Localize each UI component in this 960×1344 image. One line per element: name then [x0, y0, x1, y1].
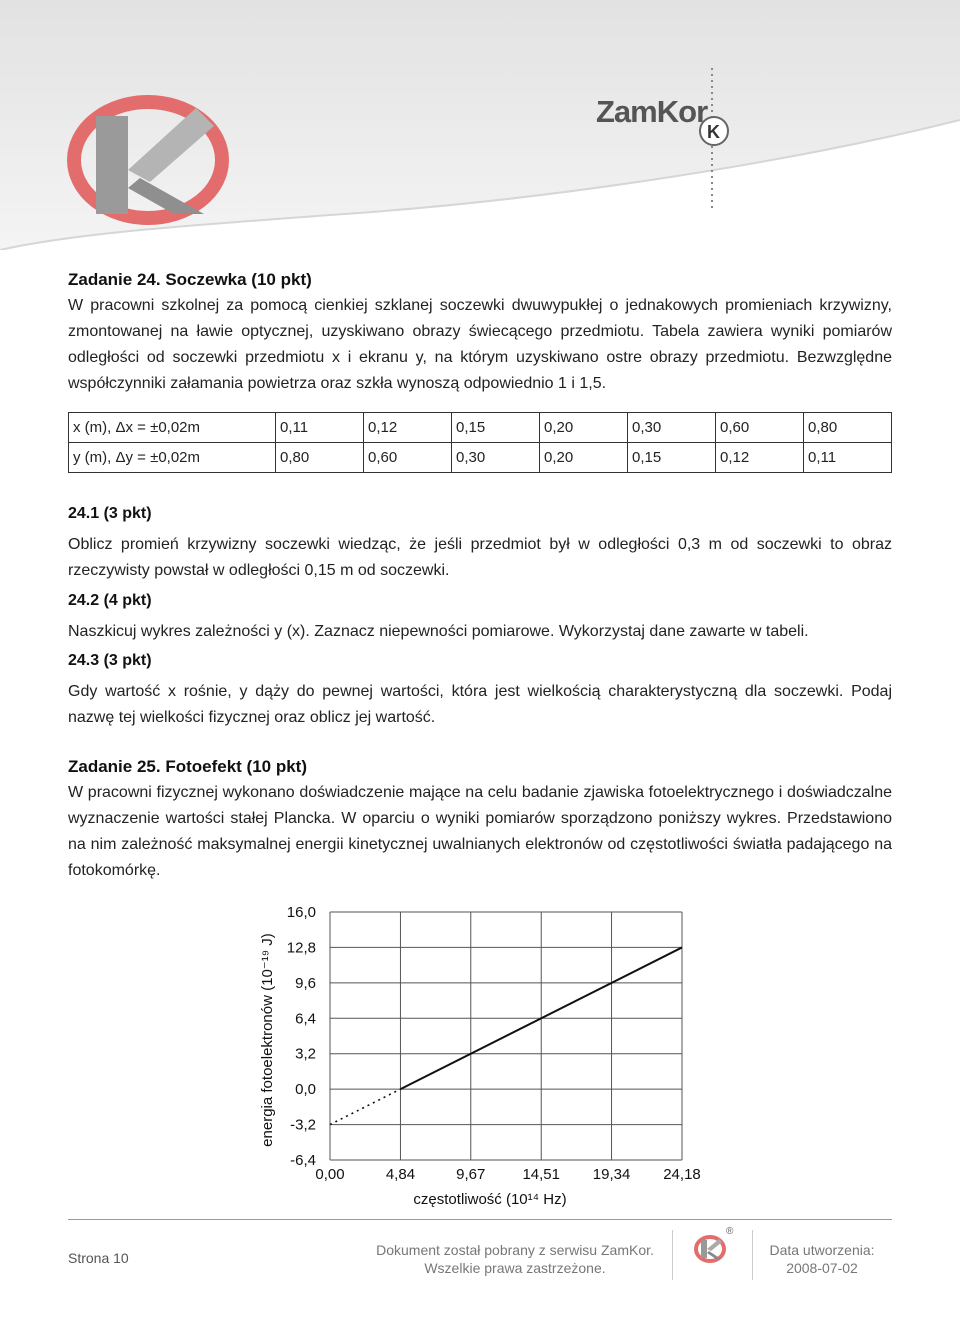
- table-cell: 0,15: [452, 413, 540, 443]
- x-tick-label: 4,84: [385, 1166, 416, 1183]
- table-cell: 0,11: [804, 443, 892, 473]
- y-tick-label: -3,2: [290, 1116, 316, 1134]
- table-cell: 0,80: [804, 413, 892, 443]
- q24-3-title: 24.3 (3 pkt): [68, 652, 152, 669]
- brand-wordmark: ZamKor: [596, 94, 708, 129]
- table-cell: 0,30: [628, 413, 716, 443]
- footer-separator-left: [672, 1230, 673, 1280]
- table-cell: 0,12: [716, 443, 804, 473]
- footer-divider: [68, 1219, 892, 1220]
- task25-intro: W pracowni fizycznej wykonano doświadczenie mające na celu badanie zjawiska fotoelektrycznego i doświadczalne wyznaczenie wartości stałej Plancka. W oparciu o wyniki pomiarów sporządzono poniższy wykres. Przedstawiono na nim zależność maksymalnej energii kinetycznej uwalnianych elektronów od częstotliwości światła padającego na fotokomórkę.: [68, 784, 892, 879]
- y-tick-label: 9,6: [295, 974, 316, 992]
- task25-title: Zadanie 25. Fotoefekt (10 pkt): [68, 757, 307, 776]
- table-row-y: [69, 443, 892, 473]
- series-line-extrapolation: [330, 1089, 400, 1124]
- y-tick-label: 6,4: [295, 1010, 316, 1028]
- x-tick-label: 0,00: [315, 1166, 345, 1183]
- chart-series: [330, 947, 682, 1124]
- q24-3-text: Gdy wartość x rośnie, y dąży do pewnej wartości, która jest wielkością charakterystyczną dla soczewki. Podaj nazwę tej wielkości fizycznej oraz oblicz jej wartość.: [68, 683, 892, 726]
- task24-title: Zadanie 24. Soczewka (10 pkt): [68, 270, 312, 289]
- table-row-x: [69, 413, 892, 443]
- chart-x-ticks: [315, 1166, 700, 1183]
- footer-notice-line1: Dokument został pobrany z serwisu ZamKor.: [376, 1242, 654, 1258]
- footer-notice-line2: Wszelkie prawa zastrzeżone.: [424, 1260, 606, 1276]
- y-tick-label: 12,8: [286, 939, 316, 957]
- table-cell: 0,12: [364, 413, 452, 443]
- y-tick-label: 3,2: [295, 1045, 316, 1063]
- chart-ylabel: energia fotoelektronów (10⁻¹⁹ J): [259, 933, 276, 1147]
- task24-intro: W pracowni szkolnej za pomocą cienkiej szklanej soczewki dwuwypukłej o jednakowych promieniach krzywizny, zmontowanej na ławie optycznej, uzyskiwano obrazy świecącego przedmiotu. Tabela zawiera wyniki pomiarów odległości od soczewki przedmiotu x i ekranu y, na którym uzyskiwano ostre obrazy przedmiotu. Bezwzględne współczynniki załamania powietrza oraz szkła wynoszą odpowiednio 1 i 1,5.: [68, 297, 892, 392]
- table-label-x: x (m), Δx = ±0,02m: [69, 413, 276, 443]
- svg-text:K: K: [707, 122, 720, 142]
- footer-date-value: 2008-07-02: [786, 1260, 858, 1276]
- x-tick-label: 9,67: [456, 1166, 486, 1183]
- table-cell: 0,11: [276, 413, 364, 443]
- footer-date-label: Data utworzenia:: [769, 1242, 875, 1258]
- table-cell: 0,20: [540, 413, 628, 443]
- table-cell: 0,15: [628, 443, 716, 473]
- y-tick-label: 16,0: [286, 904, 316, 921]
- q24-1-title: 24.1 (3 pkt): [68, 505, 152, 522]
- chart-xlabel: częstotliwość (10¹⁴ Hz): [413, 1191, 567, 1208]
- y-tick-label: -6,4: [290, 1152, 316, 1169]
- table-cell: 0,80: [276, 443, 364, 473]
- x-tick-label: 24,18: [663, 1166, 701, 1183]
- table-cell: 0,30: [452, 443, 540, 473]
- x-tick-label: 19,34: [592, 1166, 631, 1183]
- q24-2-text: Naszkicuj wykres zależności y (x). Zaznacz niepewności pomiarowe. Wykorzystaj dane zawarte w tabeli.: [68, 623, 809, 640]
- photoeffect-chart: [240, 895, 710, 1220]
- table-cell: 0,60: [364, 443, 452, 473]
- footer-notice: [360, 1241, 670, 1277]
- footer-date-block: [752, 1241, 892, 1277]
- q24-1-text: Oblicz promień krzywizny soczewki wiedząc, że jeśli przedmiot był w odległości 0,3 m od soczewki to obraz rzeczywisty powstał w odległości 0,15 m od soczewki.: [68, 536, 892, 579]
- measurement-table: [68, 412, 892, 473]
- registered-mark: ®: [726, 1226, 734, 1237]
- chart-y-ticks: [287, 904, 316, 1169]
- y-tick-label: 0,0: [295, 1081, 316, 1099]
- table-cell: 0,60: [716, 413, 804, 443]
- page-number: Strona 10: [68, 1250, 129, 1266]
- table-cell: 0,20: [540, 443, 628, 473]
- table-label-y: y (m), Δy = ±0,02m: [69, 443, 276, 473]
- header-banner: [0, 0, 960, 250]
- x-tick-label: 14,51: [522, 1166, 561, 1183]
- q24-2-title: 24.2 (4 pkt): [68, 592, 152, 609]
